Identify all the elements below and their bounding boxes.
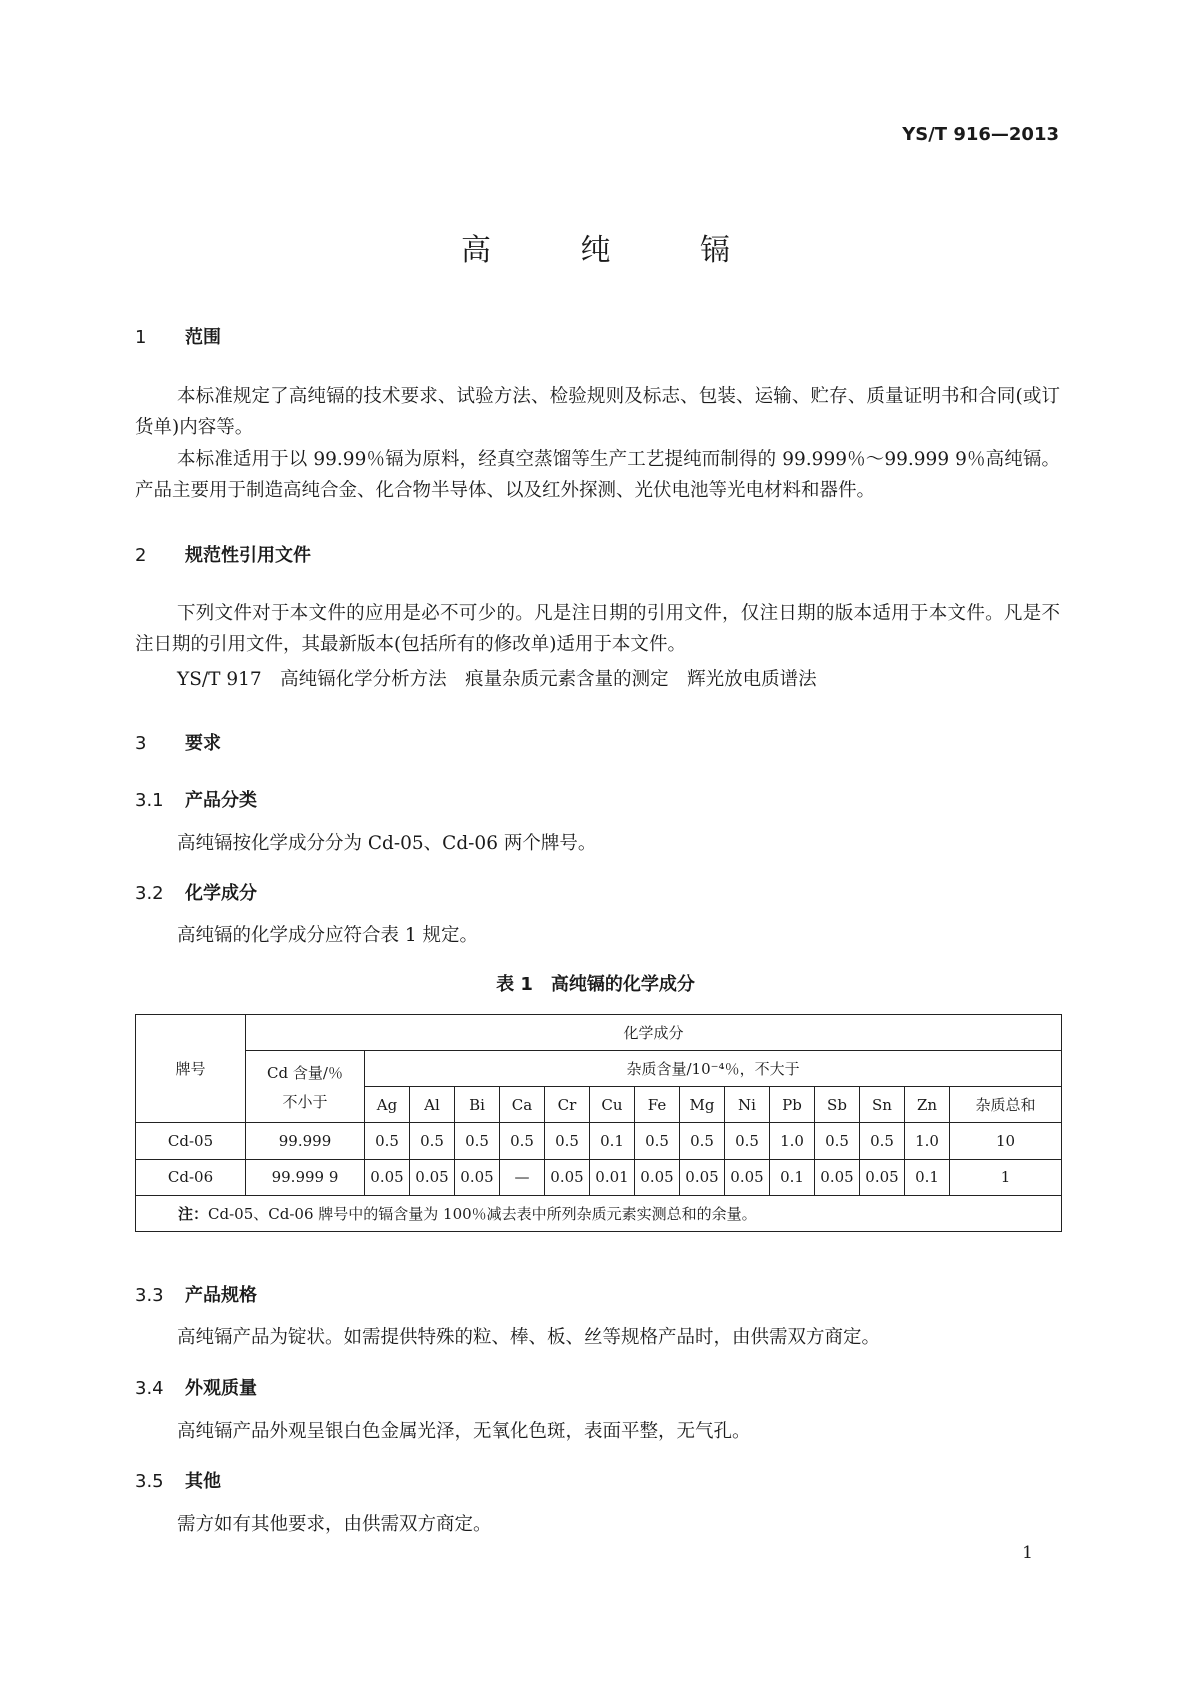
header-grade: 牌号 <box>136 1015 246 1123</box>
section-title: 范围 <box>185 327 221 348</box>
section-number: 3.2 <box>135 883 164 904</box>
section-number: 1 <box>135 327 147 348</box>
section-3-1-paragraph: 高纯镉按化学成分分为 Cd-05、Cd-06 两个牌号。 <box>177 833 597 854</box>
section-1-heading <box>135 323 221 349</box>
section-title: 规范性引用文件 <box>185 545 311 566</box>
section-3-3-heading <box>135 1281 257 1307</box>
section-3-5-heading <box>135 1467 221 1493</box>
cell-value: 0.05 <box>635 1159 680 1195</box>
section-title: 外观质量 <box>185 1378 257 1399</box>
cell-value: 0.5 <box>545 1123 590 1159</box>
table-row <box>136 1159 1062 1195</box>
section-3-4-paragraph: 高纯镉产品外观呈银白色金属光泽，无氧化色斑，表面平整，无气孔。 <box>177 1421 751 1442</box>
element-header: Al <box>410 1087 455 1123</box>
standard-code: YS/T 916—2013 <box>902 124 1059 145</box>
cell-value: 0.05 <box>410 1159 455 1195</box>
cell-value: 0.05 <box>815 1159 860 1195</box>
cell-value: 0.5 <box>725 1123 770 1159</box>
element-header: 杂质总和 <box>950 1087 1062 1123</box>
cell-value: 1 <box>950 1159 1062 1195</box>
cell-value: 0.5 <box>860 1123 905 1159</box>
note-text: Cd-05、Cd-06 牌号中的镉含量为 100％减去表中所列杂质元素实测总和的余量。 <box>208 1204 757 1223</box>
section-3-5-paragraph: 需方如有其他要求，由供需双方商定。 <box>177 1514 492 1535</box>
section-2-paragraph: 下列文件对于本文件的应用是必不可少的。凡是注日期的引用文件，仅注日期的版本适用于本文件。凡是不注日期的引用文件，其最新版本(包括所有的修改单)适用于本文件。 <box>135 603 1060 655</box>
header-cd-content-line-1: Cd 含量/％ <box>267 1063 343 1082</box>
section-3-4-heading <box>135 1374 257 1400</box>
section-number: 2 <box>135 545 147 566</box>
section-title: 产品规格 <box>185 1285 257 1306</box>
section-number: 3.1 <box>135 790 164 811</box>
section-number: 3.4 <box>135 1378 164 1399</box>
header-impurity-content: 杂质含量/10⁻⁴％，不大于 <box>365 1051 1062 1087</box>
element-header: Fe <box>635 1087 680 1123</box>
section-title: 产品分类 <box>185 790 257 811</box>
element-header: Sn <box>860 1087 905 1123</box>
section-2-heading <box>135 541 311 567</box>
element-header: Ag <box>365 1087 410 1123</box>
section-title: 其他 <box>185 1471 221 1492</box>
element-header: Ni <box>725 1087 770 1123</box>
header-chemical-composition: 化学成分 <box>246 1015 1062 1051</box>
cell-value: 1.0 <box>905 1123 950 1159</box>
cell-value: — <box>500 1159 545 1195</box>
cell-value: 0.5 <box>635 1123 680 1159</box>
element-header: Zn <box>905 1087 950 1123</box>
section-3-2-heading <box>135 879 257 905</box>
cell-value: 0.5 <box>815 1123 860 1159</box>
section-3-3-paragraph: 高纯镉产品为锭状。如需提供特殊的粒、棒、板、丝等规格产品时，由供需双方商定。 <box>177 1327 881 1348</box>
header-cd-content <box>246 1051 365 1123</box>
cell-value: 10 <box>950 1123 1062 1159</box>
cell-value: 0.5 <box>410 1123 455 1159</box>
cell-value: 0.05 <box>455 1159 500 1195</box>
table-header-row <box>136 1051 1062 1087</box>
cell-value: 0.5 <box>680 1123 725 1159</box>
page-number: 1 <box>1022 1543 1033 1563</box>
cell-value: 0.05 <box>545 1159 590 1195</box>
table-header-row <box>136 1015 1062 1051</box>
element-header: Mg <box>680 1087 725 1123</box>
cell-cd-content: 99.999 <box>246 1123 365 1159</box>
cell-value: 0.01 <box>590 1159 635 1195</box>
section-1-paragraph-1: 本标准规定了高纯镉的技术要求、试验方法、检验规则及标志、包装、运输、贮存、质量证明书和合同(或订货单)内容等。 <box>135 386 1060 438</box>
cell-grade: Cd-06 <box>136 1159 246 1195</box>
cell-value: 0.05 <box>860 1159 905 1195</box>
cell-value: 0.1 <box>590 1123 635 1159</box>
cell-value: 1.0 <box>770 1123 815 1159</box>
cell-grade: Cd-05 <box>136 1123 246 1159</box>
element-header: Pb <box>770 1087 815 1123</box>
element-header: Bi <box>455 1087 500 1123</box>
cell-value: 0.5 <box>500 1123 545 1159</box>
element-header: Sb <box>815 1087 860 1123</box>
normative-reference: YS/T 917 高纯镉化学分析方法 痕量杂质元素含量的测定 辉光放电质谱法 <box>177 669 817 690</box>
section-number: 3 <box>135 733 147 754</box>
cell-value: 0.05 <box>680 1159 725 1195</box>
cell-value: 0.1 <box>905 1159 950 1195</box>
note-label: 注： <box>178 1204 209 1223</box>
table-note <box>136 1195 1062 1231</box>
table-row <box>136 1123 1062 1159</box>
table-caption: 表 1 高纯镉的化学成分 <box>496 974 695 995</box>
section-title: 化学成分 <box>185 883 257 904</box>
table-note-row <box>136 1195 1062 1231</box>
document-title: 高 纯 镉 <box>460 233 771 268</box>
section-number: 3.3 <box>135 1285 164 1306</box>
section-1-paragraph-2: 本标准适用于以 99.99％镉为原料，经真空蒸馏等生产工艺提纯而制得的 99.999％～99.999 9％高纯镉。产品主要用于制造高纯合金、化合物半导体、以及红外探测、光伏电池等光电材料和器件。 <box>135 449 1060 501</box>
chemical-composition-table <box>135 1014 1062 1232</box>
cell-value: 0.5 <box>455 1123 500 1159</box>
cell-cd-content: 99.999 9 <box>246 1159 365 1195</box>
cell-value: 0.1 <box>770 1159 815 1195</box>
section-number: 3.5 <box>135 1471 164 1492</box>
cell-value: 0.5 <box>365 1123 410 1159</box>
cell-value: 0.05 <box>365 1159 410 1195</box>
element-header: Cu <box>590 1087 635 1123</box>
section-title: 要求 <box>185 733 221 754</box>
element-header: Cr <box>545 1087 590 1123</box>
section-3-1-heading <box>135 786 257 812</box>
header-cd-content-line-2: 不小于 <box>282 1092 328 1111</box>
element-header: Ca <box>500 1087 545 1123</box>
section-3-2-paragraph: 高纯镉的化学成分应符合表 1 规定。 <box>177 925 479 946</box>
section-3-heading <box>135 729 221 755</box>
cell-value: 0.05 <box>725 1159 770 1195</box>
